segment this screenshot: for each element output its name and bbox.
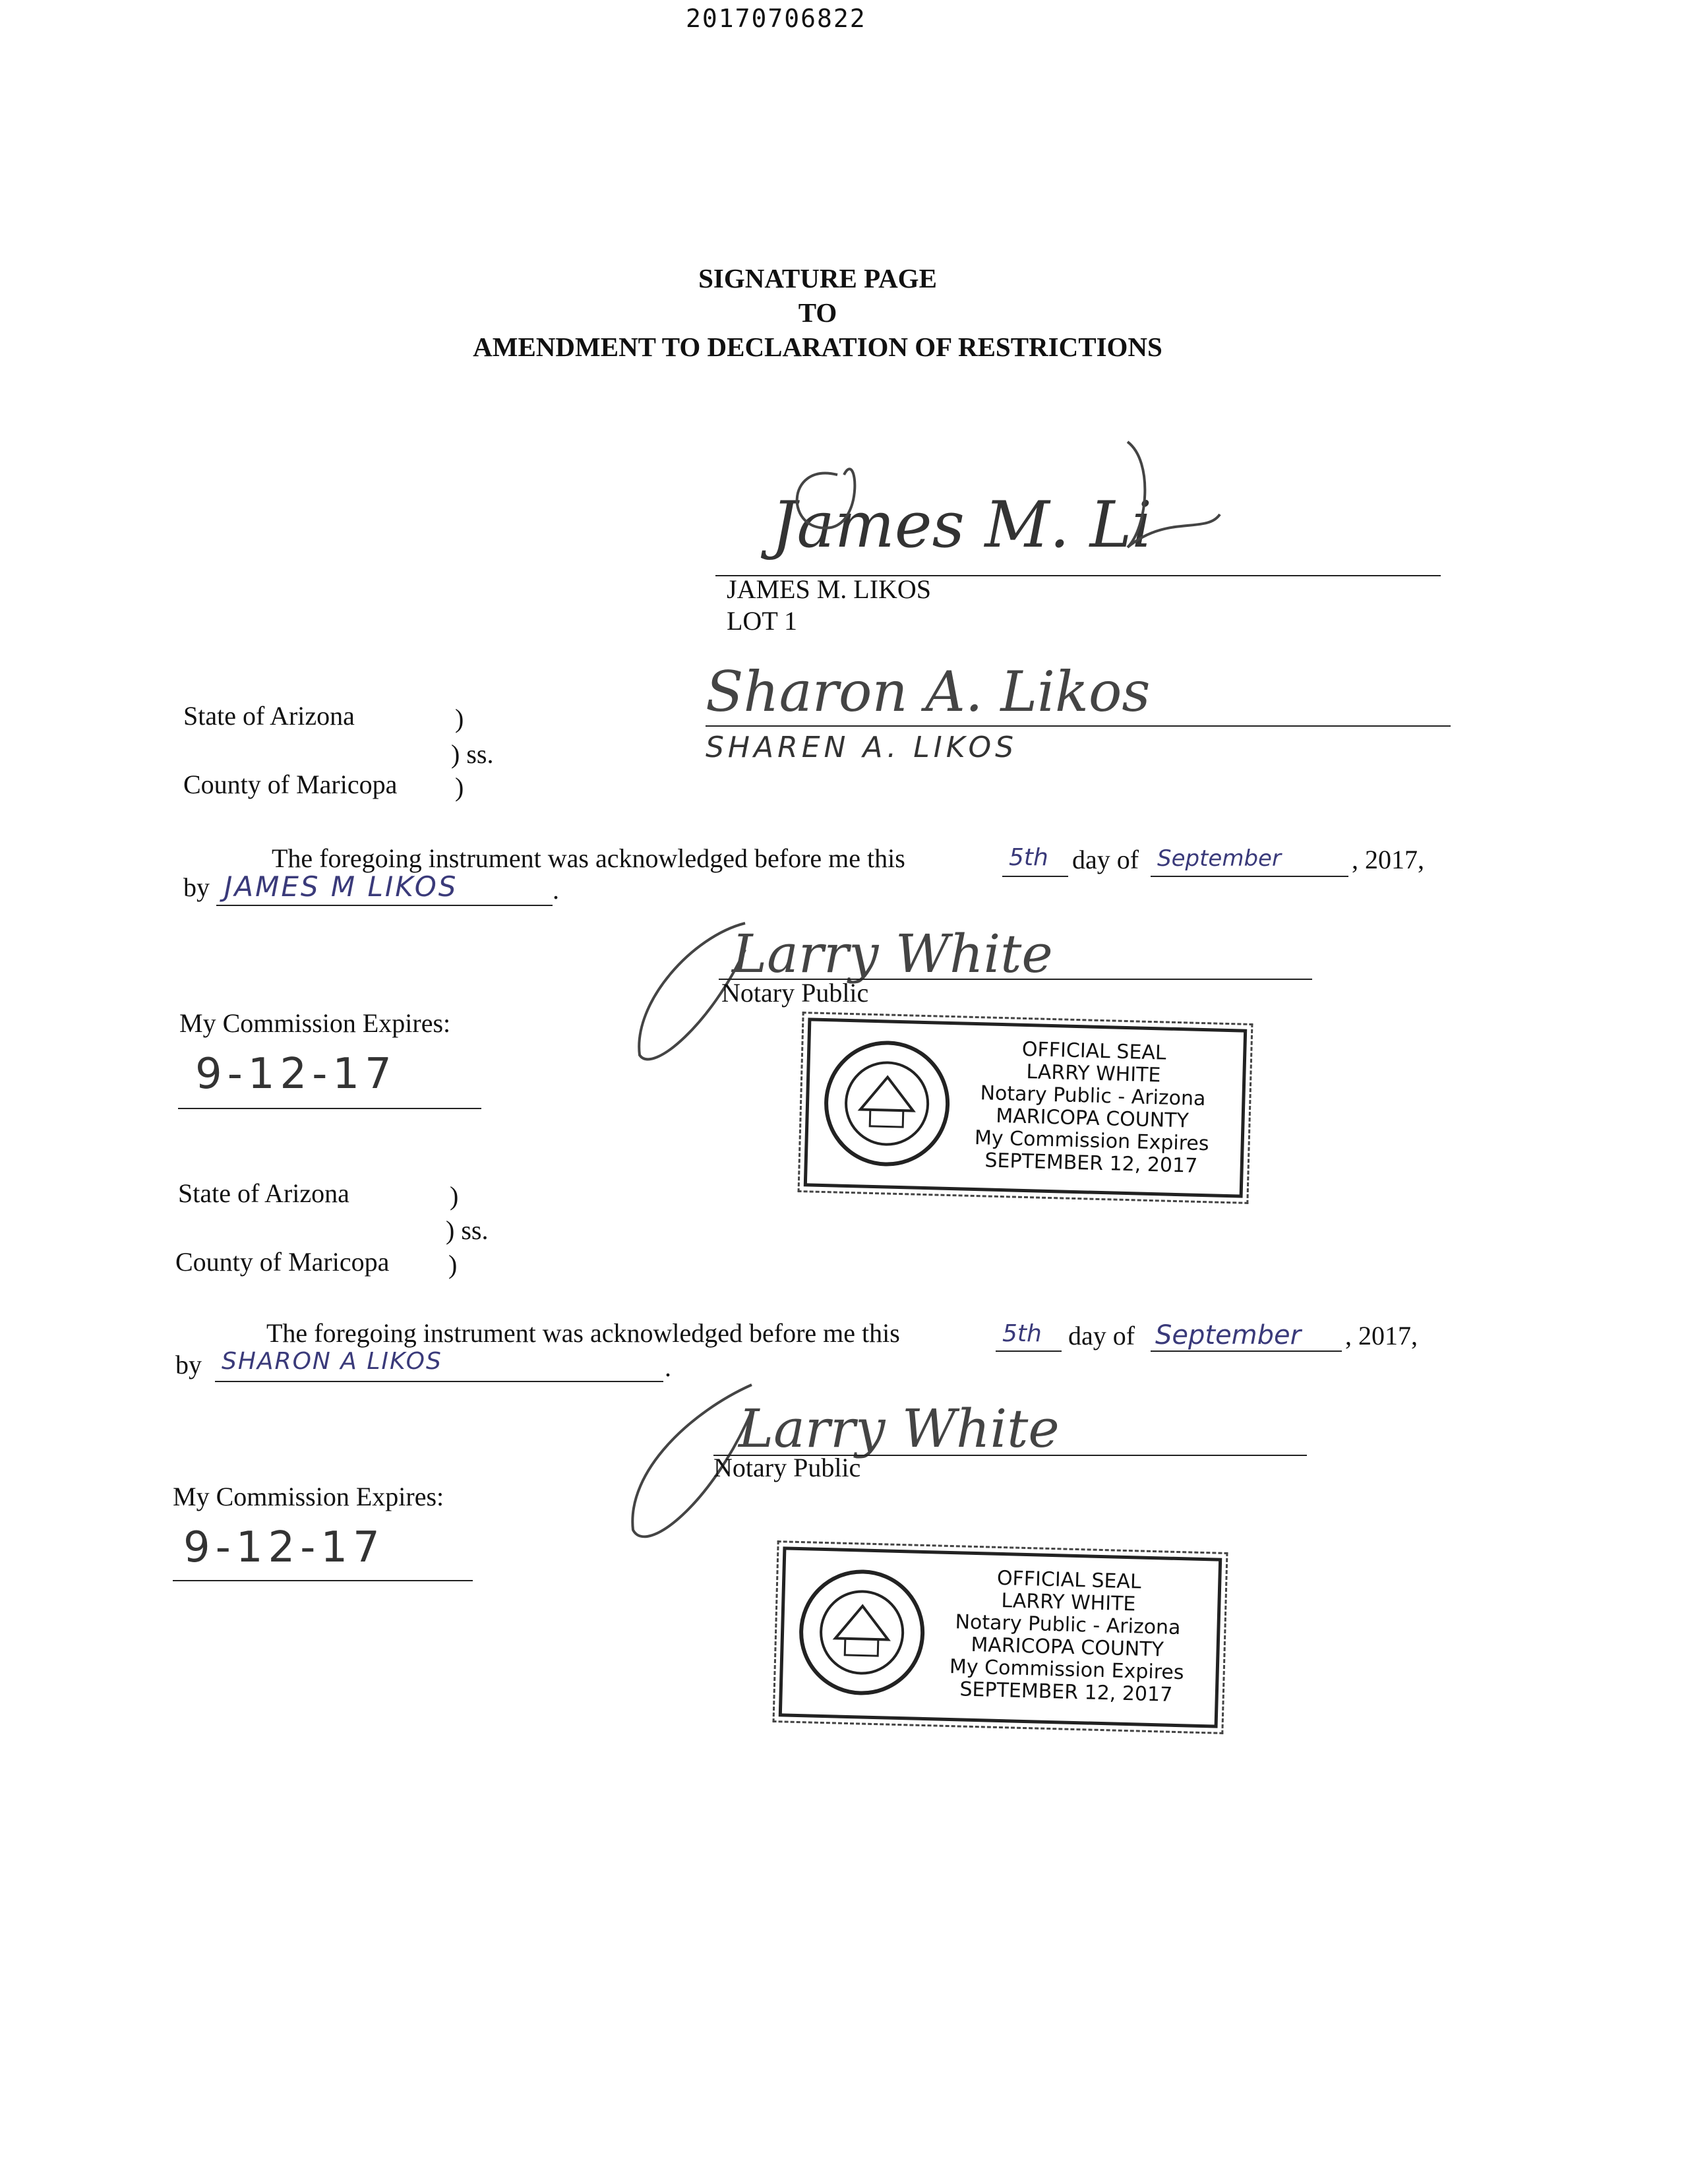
notary1-day-value: 5th [1009, 844, 1048, 871]
notary2-year: , 2017, [1345, 1321, 1418, 1350]
notary1-commission-line [178, 1108, 481, 1109]
seal2-emblem-icon [795, 1565, 930, 1700]
notary1-paren-1: ) [455, 704, 464, 733]
notary1-by: by [183, 872, 210, 902]
seal2-line-2: LARRY WHITE [1001, 1589, 1136, 1616]
signer2-signature: Sharon A. Likos [706, 659, 1151, 724]
seal2-line-3: Notary Public - Arizona [955, 1610, 1181, 1640]
notary2-ss: ) ss. [446, 1215, 489, 1245]
seal2-line-1: OFFICIAL SEAL [996, 1566, 1142, 1594]
notary1-by-value: JAMES M LIKOS [224, 870, 458, 903]
notary1-commission-value: 9-12-17 [195, 1050, 397, 1099]
signer1-signature: James M. Li [771, 488, 1153, 562]
title-line-2: TO [798, 297, 837, 328]
notary2-official-seal [779, 1546, 1222, 1728]
seal2-line-5: My Commission Expires [949, 1655, 1184, 1685]
notary2-ack-text: The foregoing instrument was acknowledged before me this [266, 1318, 900, 1348]
notary1-month-value: September [1157, 845, 1281, 872]
seal1-line-1: OFFICIAL SEAL [1021, 1037, 1167, 1065]
notary1-notary-label: Notary Public [721, 978, 869, 1008]
seal2-line-4: MARICOPA COUNTY [970, 1633, 1164, 1662]
seal1-line-6: SEPTEMBER 12, 2017 [984, 1149, 1198, 1178]
notary1-commission-label: My Commission Expires: [179, 1008, 451, 1038]
notary1-signature: Larry White [732, 923, 1053, 985]
notary2-notary-label: Notary Public [713, 1453, 861, 1482]
seal2-line-6: SEPTEMBER 12, 2017 [959, 1678, 1173, 1707]
notary2-day-line [996, 1350, 1062, 1352]
notary1-month-line [1151, 876, 1348, 877]
notary2-paren-1: ) [450, 1181, 459, 1211]
notary2-paren-3: ) [448, 1250, 458, 1279]
signer2-name-handwritten: SHAREN A. LIKOS [706, 731, 1018, 764]
notary1-day-of: day of [1072, 845, 1139, 874]
notary2-day-value: 5th [1002, 1320, 1042, 1347]
seal1-line-3: Notary Public - Arizona [980, 1081, 1206, 1111]
seal1-line-5: My Commission Expires [974, 1126, 1209, 1156]
notary2-by-line [215, 1381, 663, 1382]
notary2-by: by [175, 1350, 202, 1380]
title-line-3: AMENDMENT TO DECLARATION OF RESTRICTIONS [473, 332, 1162, 362]
notary2-state: State of Arizona [178, 1178, 349, 1208]
signer1-lot: LOT 1 [727, 606, 798, 636]
signer2-signature-line [706, 725, 1451, 727]
notary2-county: County of Maricopa [175, 1247, 390, 1277]
notary2-month-line [1151, 1350, 1342, 1352]
notary1-day-line [1002, 876, 1068, 877]
notary1-by-end: . [553, 875, 559, 905]
notary2-commission-value: 9-12-17 [183, 1523, 385, 1572]
notary2-signature: Larry White [738, 1398, 1060, 1459]
notary2-commission-label: My Commission Expires: [173, 1482, 444, 1511]
notary2-by-value: SHARON A LIKOS [222, 1348, 442, 1375]
seal1-line-2: LARRY WHITE [1026, 1060, 1161, 1087]
notary2-day-of: day of [1068, 1321, 1135, 1350]
title-line-1: SIGNATURE PAGE [698, 263, 937, 293]
notary1-by-line [216, 905, 553, 906]
notary2-month-value: September [1155, 1320, 1302, 1350]
signer1-name: JAMES M. LIKOS [727, 574, 932, 604]
notary1-paren-3: ) [455, 772, 464, 802]
notary2-by-end: . [665, 1352, 671, 1382]
notary1-official-seal [804, 1017, 1247, 1198]
notary2-commission-line [173, 1580, 473, 1581]
seal1-line-4: MARICOPA COUNTY [995, 1104, 1190, 1133]
notary1-county: County of Maricopa [183, 770, 398, 799]
signer1-signature-strokes [758, 435, 1233, 567]
notary1-state: State of Arizona [183, 701, 355, 731]
document-number: 20170706822 [686, 4, 866, 33]
notary1-ack-text: The foregoing instrument was acknowledged before me this [272, 843, 905, 873]
notary1-year: , 2017, [1352, 845, 1424, 874]
notary1-ss: ) ss. [451, 739, 494, 769]
seal1-emblem-icon [820, 1036, 955, 1171]
